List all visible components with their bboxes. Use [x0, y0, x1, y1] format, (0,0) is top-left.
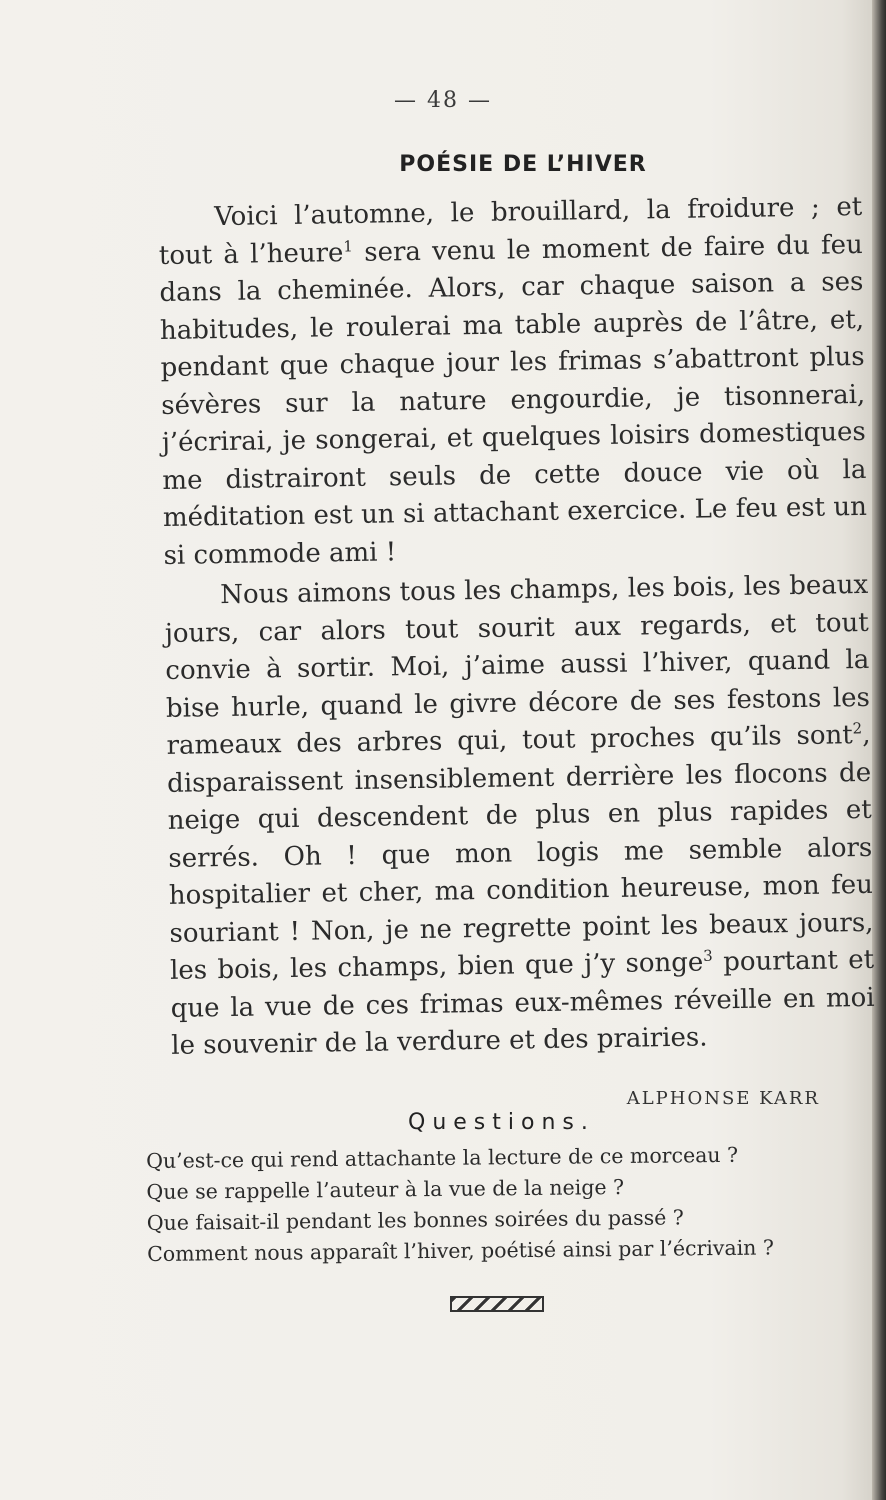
- question-item: Que faisait-il pendant les bonnes soirées du passé ?: [146, 1205, 684, 1235]
- author-signature: ALPHONSE KARR: [626, 1088, 820, 1109]
- page-edge-shadow: [872, 0, 886, 1500]
- page-title: POÉSIE DE L’HIVER: [399, 152, 647, 177]
- question-item: Que se rappelle l’auteur à la vue de la neige ?: [146, 1174, 625, 1204]
- footnote-mark-3: 3: [703, 946, 713, 965]
- footnote-mark-1: 1: [343, 236, 354, 255]
- paragraph-2-text-a: Nous aimons tous les champs, les bois, les beaux jours, car alors tout sourit aux regards, et tout convie à sortir. Moi, j’aime aussi l’hiver, quand la bise hurle, quand le givre décore de ses festons les rameaux des arbres qui, tout proches qu’ils sont: [164, 569, 871, 761]
- paragraph-2: [164, 567, 876, 1065]
- question-item: Qu’est-ce qui rend attachante la lecture de ce morceau ?: [146, 1142, 739, 1173]
- ornament-divider: [450, 1296, 544, 1312]
- paragraph-1: [158, 189, 868, 575]
- footnote-mark-2: 2: [852, 719, 863, 738]
- paragraph-1-text-a: Voici l’automne, le brouillard, la froidure ; et tout à l’heure: [158, 191, 863, 271]
- paragraph-1-text-b: sera venu le moment de faire du feu dans la cheminée. Alors, car chaque saison a ses habitudes, le roulerai ma table auprès de l’âtre, et, pendant que chaque jour les frimas s’abattront plus sévères sur la nature engourdie, je tisonnerai, j’écrirai, je songerai, et quelques loisirs domestiques me distrairont seuls de cette douce vie où la méditation est un si attachant exercice. Le feu est un si commode ami !: [159, 229, 868, 571]
- poem-prose-body: [158, 189, 876, 1065]
- questions-heading: Questions.: [408, 1110, 595, 1135]
- paragraph-2-text-c: pourtant et que la vue de ces frimas eux-mêmes réveille en moi le souvenir de la verdure et des prairies.: [170, 944, 875, 1061]
- page-number: — 48 —: [394, 88, 492, 113]
- paragraph-2-text-b: , disparaissent insensiblement derrière les flocons de neige qui descendent de plus en plus rapides et serrés. Oh ! que mon logis me semble alors hospitalier et cher, ma condition heureuse, mon feu souriant ! Non, je ne regrette point les beaux jours, les bois, les champs, bien que j’y songe: [166, 719, 874, 986]
- questions-list: [146, 1138, 867, 1270]
- question-item: Comment nous apparaît l’hiver, poétisé ainsi par l’écrivain ?: [147, 1235, 775, 1266]
